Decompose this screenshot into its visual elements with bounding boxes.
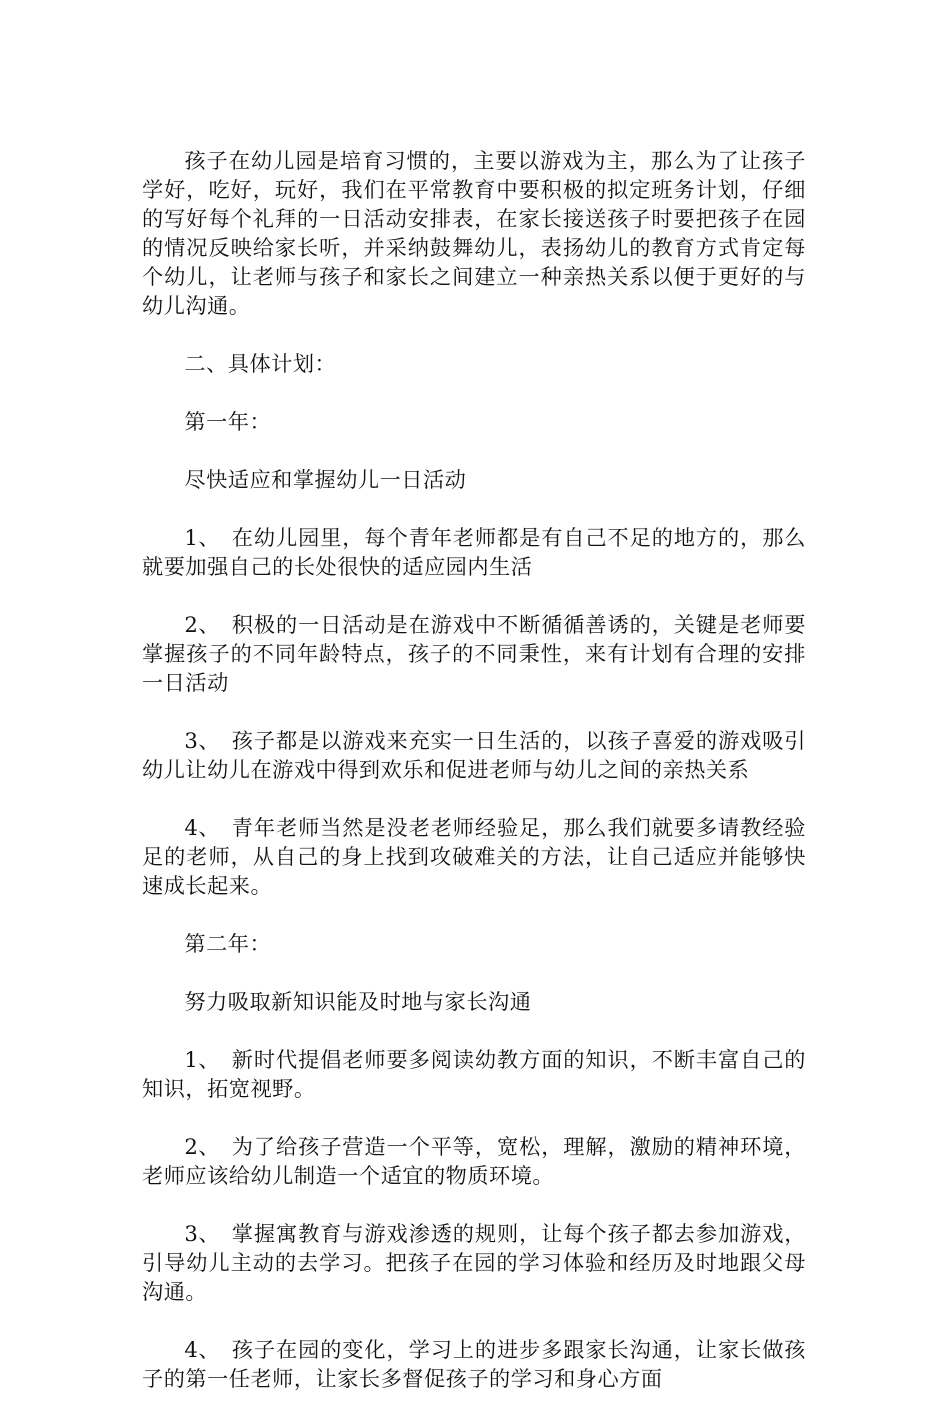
year1-item-2 xyxy=(142,610,806,697)
item-text: 孩子在园的变化，学习上的进步多跟家长沟通，让家长做孩子的第一任老师，让家长多督促孩子的学习和身心方面 xyxy=(142,1337,806,1391)
year2-item-3 xyxy=(142,1219,806,1306)
item-number: 3、 xyxy=(184,728,221,753)
item-text: 积极的一日活动是在游戏中不断循循善诱的，关键是老师要掌握孩子的不同年龄特点，孩子的不同秉性，来有计划有合理的安排一日活动 xyxy=(142,612,806,695)
item-text: 掌握寓教育与游戏渗透的规则，让每个孩子都去参加游戏，引导幼儿主动的去学习。把孩子在园的学习体验和经历及时地跟父母沟通。 xyxy=(142,1221,806,1304)
item-number: 1、 xyxy=(184,1047,221,1072)
item-text: 为了给孩子营造一个平等，宽松，理解，激励的精神环境，老师应该给幼儿制造一个适宜的物质环境。 xyxy=(142,1134,806,1188)
year2-subheading: 努力吸取新知识能及时地与家长沟通 xyxy=(184,989,532,1014)
year1-heading: 第一年： xyxy=(184,409,272,434)
year1-subheading: 尽快适应和掌握幼儿一日活动 xyxy=(184,467,467,492)
item-number: 4、 xyxy=(184,815,221,840)
year2-item-2 xyxy=(142,1132,806,1190)
item-text: 在幼儿园里，每个青年老师都是有自己不足的地方的，那么就要加强自己的长处很快的适应园内生活 xyxy=(142,525,806,579)
year1-item-3 xyxy=(142,726,806,784)
document-body xyxy=(142,146,806,1422)
item-text: 孩子都是以游戏来充实一日生活的，以孩子喜爱的游戏吸引幼儿让幼儿在游戏中得到欢乐和促进老师与幼儿之间的亲热关系 xyxy=(142,728,806,782)
year1-item-4 xyxy=(142,813,806,900)
item-number: 3、 xyxy=(184,1221,221,1246)
year2-item-1 xyxy=(142,1045,806,1103)
intro-paragraph: 孩子在幼儿园是培育习惯的，主要以游戏为主，那么为了让孩子学好，吃好，玩好，我们在平常教育中要积极的拟定班务计划，仔细的写好每个礼拜的一日活动安排表，在家长接送孩子时要把孩子在园的情况反映给家长听，并采纳鼓舞幼儿，表扬幼儿的教育方式肯定每个幼儿，让老师与孩子和家长之间建立一种亲热关系以便于更好的与幼儿沟通。 xyxy=(142,148,806,318)
item-text: 青年老师当然是没老老师经验足，那么我们就要多请教经验足的老师，从自己的身上找到攻破难关的方法，让自己适应并能够快速成长起来。 xyxy=(142,815,806,898)
year2-heading: 第二年： xyxy=(184,931,272,956)
item-number: 1、 xyxy=(184,525,221,550)
item-number: 2、 xyxy=(184,1134,221,1159)
item-number: 4、 xyxy=(184,1337,221,1362)
section-heading: 二、具体计划： xyxy=(184,351,337,376)
item-text: 新时代提倡老师要多阅读幼教方面的知识，不断丰富自己的知识，拓宽视野。 xyxy=(142,1047,806,1101)
year1-item-1 xyxy=(142,523,806,581)
item-number: 2、 xyxy=(184,612,221,637)
